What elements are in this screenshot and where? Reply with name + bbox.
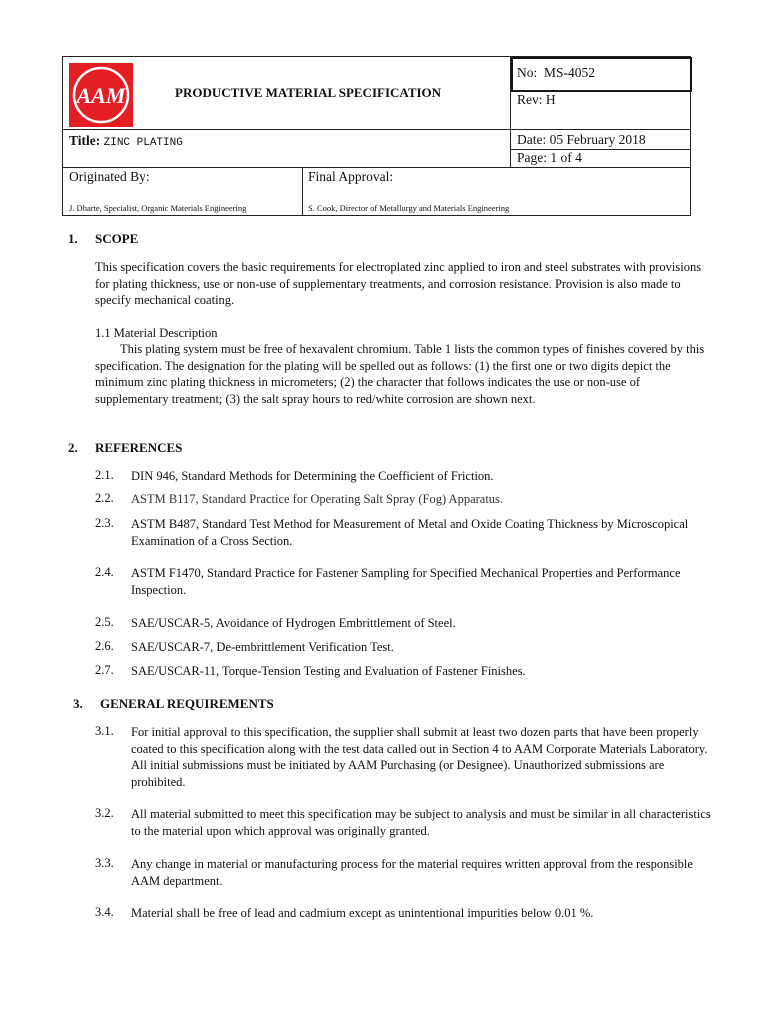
- svg-text:AAM: AAM: [76, 83, 126, 108]
- reference-num: 2.1.: [95, 468, 114, 482]
- reference-num: 2.3.: [95, 516, 114, 530]
- reference-num: 2.5.: [95, 615, 114, 629]
- reference-num: 2.4.: [95, 565, 114, 579]
- document-title: Title: ZINC PLATING: [69, 133, 183, 149]
- material-description-text: This plating system must be free of hexavalent chromium. Table 1 lists the common types of finishes covered by this specification. The designation for the plating will be spelled out as follows: (1) the first one or two digits depict the minimum zinc plating thickness in micrometers; (2) the character that follows indicates the use or non-use of supplementary treatment; (3) the salt spray hours to red/white corrosion are shown next.: [95, 342, 705, 406]
- section-number: 1.: [68, 231, 78, 246]
- reference-item: ASTM B117, Standard Practice for Operating Salt Spray (Fog) Apparatus.: [131, 492, 504, 506]
- section-number: 2.: [68, 440, 78, 455]
- aam-logo: [69, 63, 133, 127]
- requirement-item: Material shall be free of lead and cadmium except as unintentional impurities below 0.01 %.: [131, 906, 594, 920]
- approval-value: S. Cook, Director of Metallurgy and Materials Engineering: [308, 203, 510, 213]
- material-description-label: 1.1 Material Description: [95, 326, 218, 340]
- reference-item: SAE/USCAR-5, Avoidance of Hydrogen Embrittlement of Steel.: [131, 616, 456, 630]
- reference-item: ASTM F1470, Standard Practice for Fastener Sampling for Specified Mechanical Properties and Performance Inspection.: [131, 566, 681, 597]
- spec-number: No: MS-4052: [517, 65, 596, 80]
- reference-item: ASTM B487, Standard Test Method for Measurement of Metal and Oxide Coating Thickness by Microscopical Examination of a Cross Section.: [131, 517, 689, 548]
- section-number: 3.: [73, 696, 83, 711]
- reference-num: 2.7.: [95, 663, 114, 677]
- requirement-item: For initial approval to this specification, the supplier shall submit at least two dozen parts that have been properly coated to this specification along with the test data called out in Section 4 to AAM Corporate Materials Laboratory. All initial submissions must be initiated by AAM Purchasing (or Designee). Unauthorized submissions are prohibited.: [131, 725, 708, 789]
- section-heading-scope: SCOPE: [95, 231, 139, 246]
- reference-item: DIN 946, Standard Methods for Determining the Coefficient of Friction.: [131, 469, 494, 483]
- requirement-num: 3.2.: [95, 806, 114, 820]
- requirement-num: 3.4.: [95, 905, 114, 919]
- approval-label: Final Approval:: [308, 169, 394, 184]
- reference-item: SAE/USCAR-11, Torque-Tension Testing and Evaluation of Fastener Finishes.: [131, 664, 526, 678]
- originated-value: J. Dharte, Specialist, Organic Materials Engineering: [69, 203, 247, 213]
- page-title: PRODUCTIVE MATERIAL SPECIFICATION: [175, 85, 442, 100]
- spec-header-table: [62, 56, 691, 216]
- page-number: Page: 1 of 4: [517, 150, 582, 165]
- reference-item: SAE/USCAR-7, De-embrittlement Verification Test.: [131, 640, 394, 654]
- requirement-num: 3.1.: [95, 724, 114, 738]
- reference-num: 2.2.: [95, 491, 114, 505]
- revision: Rev: H: [517, 92, 556, 107]
- originated-label: Originated By:: [69, 169, 150, 184]
- section-heading-general-requirements: GENERAL REQUIREMENTS: [100, 696, 274, 711]
- scope-text: This specification covers the basic requirements for electroplated zinc applied to iron and steel substrates with provisions for plating thickness, use or non-use of supplementary treatments, and corrosion resistance. Provision is also made to specify mechanical coating.: [95, 260, 702, 307]
- reference-num: 2.6.: [95, 639, 114, 653]
- requirement-item: All material submitted to meet this specification may be subject to analysis and must be similar in all characteristics to the material upon which approval was originally granted.: [131, 807, 711, 838]
- spec-date: Date: 05 February 2018: [517, 132, 646, 147]
- requirement-num: 3.3.: [95, 856, 114, 870]
- section-heading-references: REFERENCES: [95, 440, 183, 455]
- requirement-item: Any change in material or manufacturing process for the material requires written approval from the responsible AAM department.: [131, 857, 693, 888]
